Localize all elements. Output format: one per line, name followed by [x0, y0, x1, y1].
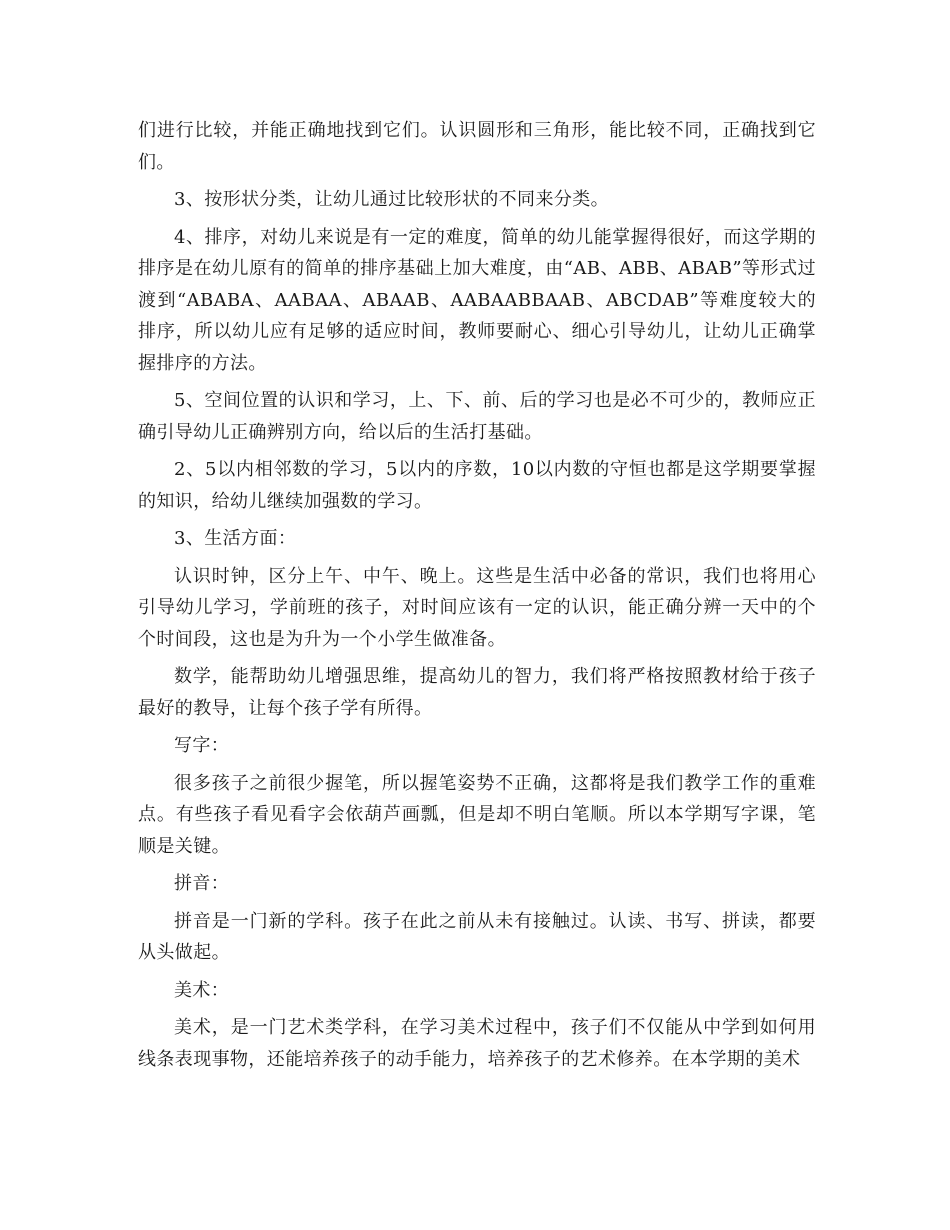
paragraph-clock: 认识时钟，区分上午、中午、晚上。这些是生活中必备的常识，我们也将用心引导幼儿学习，学前班的孩子，对时间应该有一定的认识，能正确分辨一天中的个个时间段，这也是为升为一个小学生做准备。 — [138, 565, 816, 650]
paragraph-pinyin: 拼音是一门新的学科。孩子在此之前从未有接触过。认读、书写、拼读，都要从头做起。 — [138, 910, 816, 963]
heading-life: 3、生活方面： — [174, 528, 297, 549]
paragraph-art: 美术，是一门艺术类学科，在学习美术过程中，孩子们不仅能从中学到如何用线条表现事物，还能培养孩子的动手能力，培养孩子的艺术修养。在本学期的美术 — [138, 1017, 816, 1070]
heading-writing: 写字： — [174, 735, 230, 756]
document-body — [138, 115, 816, 1081]
paragraph-spatial-position: 5、空间位置的认识和学习，上、下、前、后的学习也是必不可少的，教师应正确引导幼儿正确辨别方向，给以后的生活打基础。 — [138, 390, 816, 443]
paragraph-writing: 很多孩子之前很少握笔，所以握笔姿势不正确，这都将是我们教学工作的重难点。有些孩子看见看字会依葫芦画瓢，但是却不明白笔顺。所以本学期写字课，笔顺是关键。 — [138, 772, 816, 857]
paragraph-shape-sorting: 3、按形状分类，让幼儿通过比较形状的不同来分类。 — [174, 189, 610, 210]
heading-pinyin: 拼音： — [174, 873, 230, 894]
paragraph-math: 数学，能帮助幼儿增强思维，提高幼儿的智力，我们将严格按照教材给于孩子最好的教导，让每个孩子学有所得。 — [138, 666, 816, 719]
paragraph-ordering: 4、排序，对幼儿来说是有一定的难度，简单的幼儿能掌握得很好，而这学期的排序是在幼儿原有的简单的排序基础上加大难度，由“AB、ABB、ABAB”等形式过渡到“ABABA、AABAA、ABAAB、AABAABBAAB、ABCDAB”等难度较大的排序，所以幼儿应有足够的适应时间，教师要耐心、细心引导幼儿，让幼儿正确掌握排序的方法。 — [138, 226, 816, 374]
heading-art: 美术： — [174, 979, 230, 1001]
paragraph-continuation: 们进行比较，并能正确地找到它们。认识圆形和三角形，能比较不同，正确找到它们。 — [138, 120, 816, 173]
paragraph-numbers: 2、5以内相邻数的学习，5以内的序数，10以内数的守恒也都是这学期要掌握的知识，给幼儿继续加强数的学习。 — [138, 459, 816, 512]
